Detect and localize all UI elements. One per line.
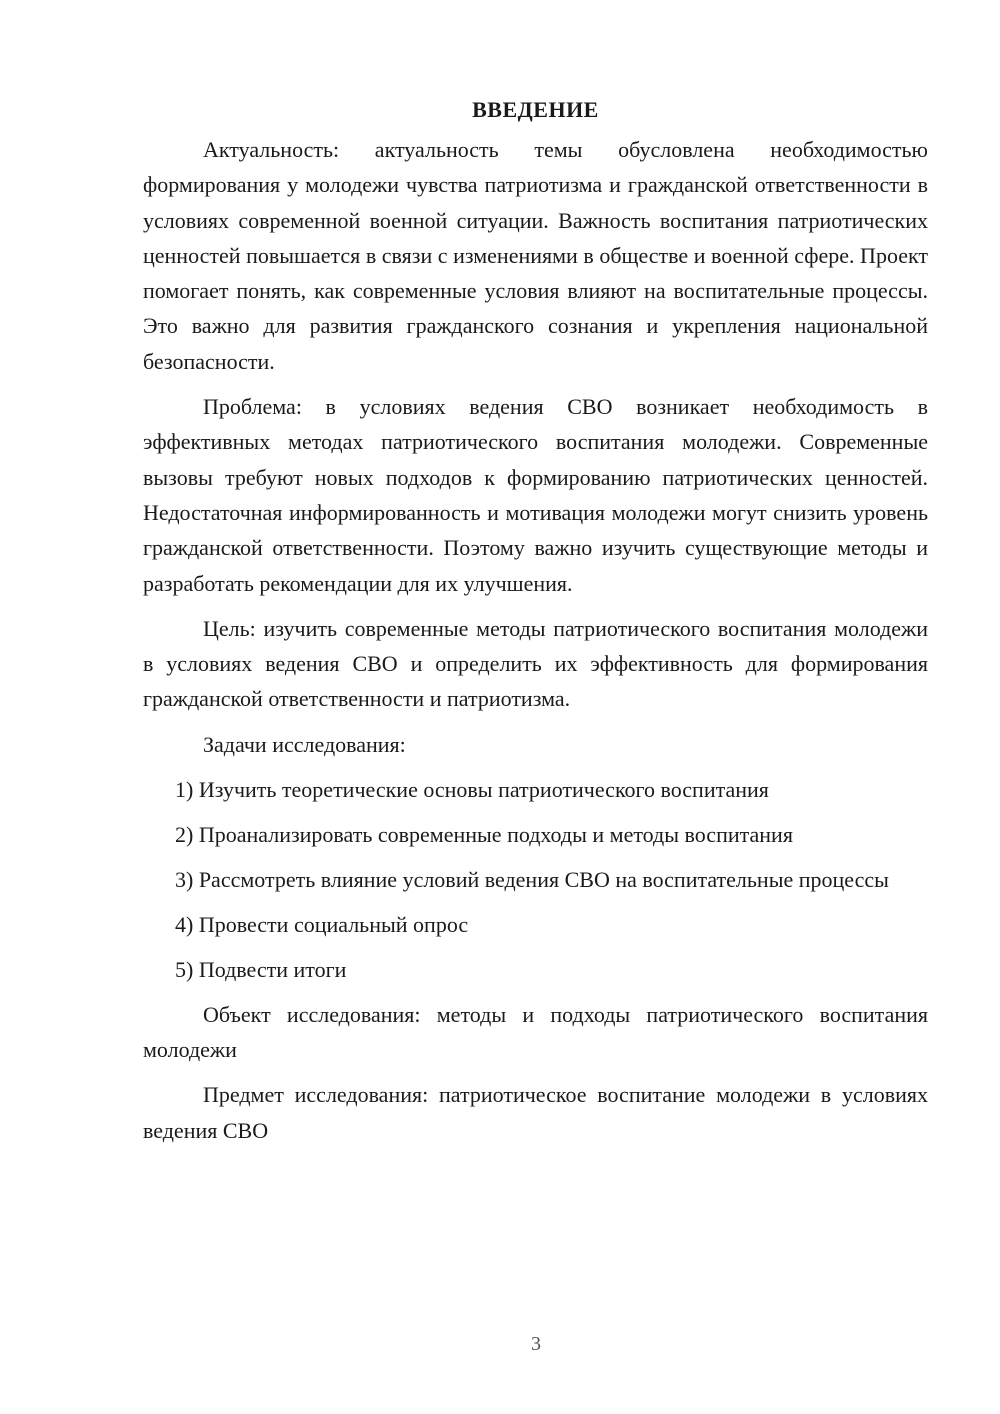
list-item: 2) Проанализировать современные подходы и методы воспитания (175, 821, 793, 847)
document-page (143, 92, 928, 1158)
list-item: 4) Провести социальный опрос (175, 911, 469, 937)
list-item: 3) Рассмотреть влияние условий ведения СВО на воспитательные процессы (175, 866, 889, 892)
tasks-list (143, 772, 928, 987)
object-paragraph: Объект исследования: методы и подходы патриотического воспитания молодежи (143, 1001, 928, 1063)
relevance-paragraph: Актуальность: актуальность темы обусловлена необходимостью формирования у молодежи чувства патриотизма и гражданской ответственности в условиях современной военной ситуации. Важность воспитания патриотических ценностей повышается в связи с изменениями в обществе и военной сфере. Проект помогает понять, как современные условия влияют на воспитательные процессы. Это важно для развития гражданского сознания и укрепления национальной безопасности. (143, 137, 928, 374)
list-item: 1) Изучить теоретические основы патриотического воспитания (175, 776, 769, 802)
list-item: 5) Подвести итоги (175, 956, 347, 982)
page-number: 3 (531, 1333, 541, 1355)
page-title: ВВЕДЕНИЕ (472, 97, 599, 122)
tasks-heading: Задачи исследования: (203, 731, 406, 757)
subject-paragraph: Предмет исследования: патриотическое воспитание молодежи в условиях ведения СВО (143, 1082, 928, 1143)
goal-paragraph: Цель: изучить современные методы патриотического воспитания молодежи в условиях ведения СВО и определить их эффективность для формирования гражданской ответственности и патриотизма. (143, 615, 928, 712)
problem-paragraph: Проблема: в условиях ведения СВО возникает необходимость в эффективных методах патриотического воспитания молодежи. Современные вызовы требуют новых подходов к формированию патриотических ценностей. Недостаточная информированность и мотивация молодежи могут снизить уровень гражданской ответственности. Поэтому важно изучить существующие методы и разработать рекомендации для их улучшения. (143, 394, 928, 596)
